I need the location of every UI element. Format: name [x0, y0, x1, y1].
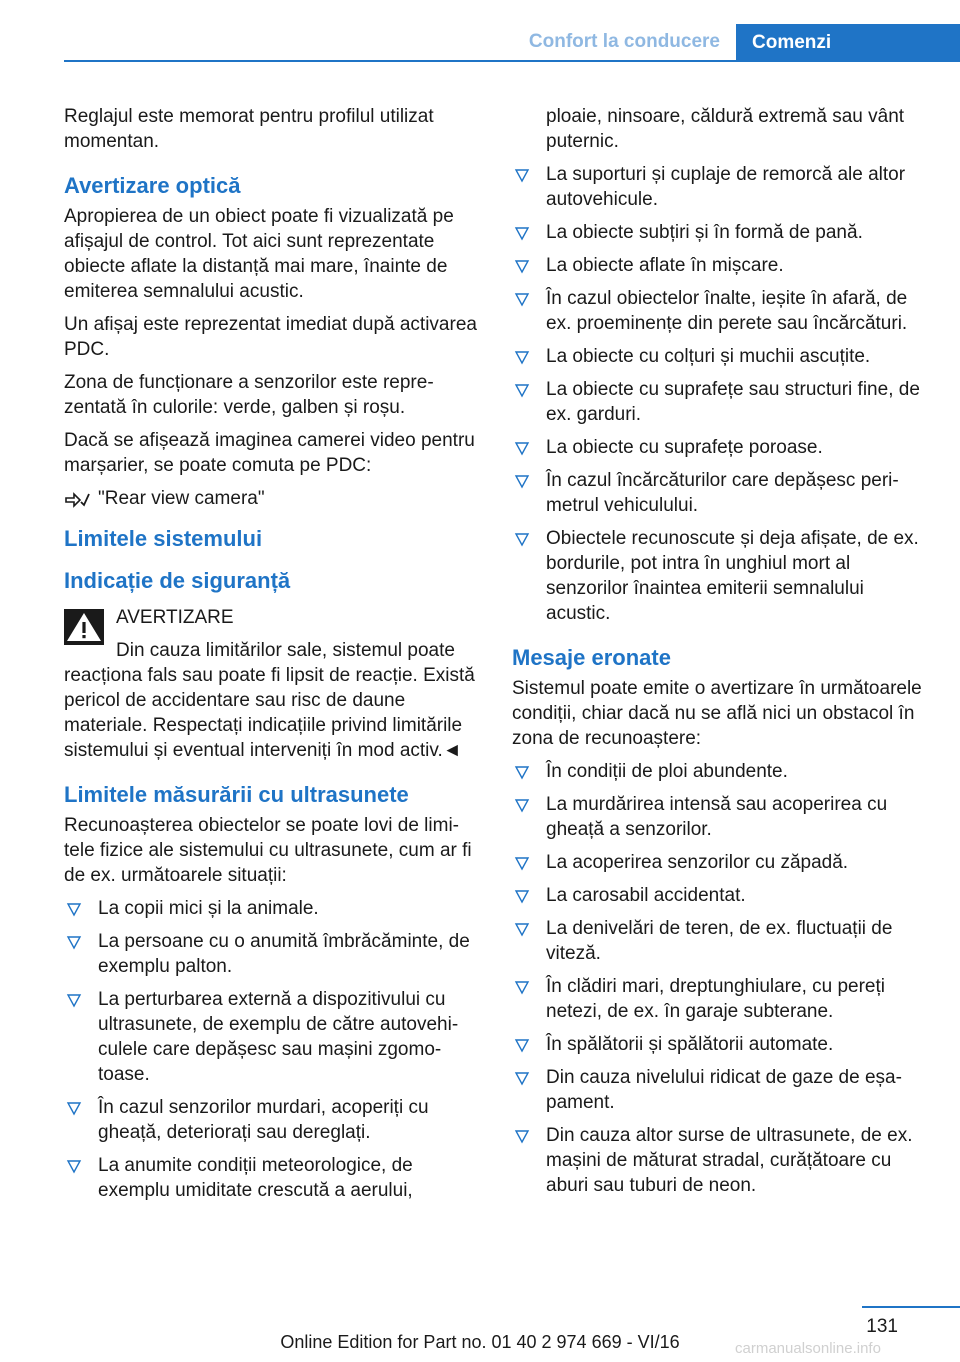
list-item: [512, 344, 932, 369]
list-item-text: La murdărirea intensă sau acoperirea cu gheață a senzorilor.: [546, 794, 888, 840]
list-item: [512, 883, 932, 908]
warning-block: [64, 605, 480, 663]
list-item-text: La obiecte subțiri și în formă de pană.: [546, 222, 863, 243]
page-number: 131: [866, 1316, 898, 1337]
bullet-triangle-icon: [66, 929, 82, 954]
warning-text-rest: reacționa fals sau poate fi lipsit de reacție. Există pericol de accidentare sau risc de daune materiale. Respectați indicațiile privind limitările sistemului și eventual interveniți în mod activ.◄: [64, 665, 475, 761]
header-section-tab: Confort la conducere: [528, 31, 720, 52]
bullet-triangle-icon: [514, 916, 530, 941]
list-item: [512, 1065, 932, 1115]
watermark: carmanualsonline.info: [735, 1340, 881, 1357]
bullet-triangle-icon: [514, 435, 530, 460]
list-item-text: La obiecte cu colțuri și muchii ascuțite.: [546, 346, 871, 367]
bullet-triangle-icon: [514, 1032, 530, 1057]
footer-rule: [862, 1306, 960, 1308]
list-item: [64, 896, 480, 921]
list-item: [512, 1123, 932, 1198]
list-item-text: La persoane cu o anumită îmbrăcăminte, de exemplu palton.: [98, 931, 470, 977]
list-item-text: La obiecte cu suprafețe sau structuri fine, de ex. garduri.: [546, 379, 920, 425]
list-item-text: În cazul obiectelor înalte, ieșite în afară, de ex. proeminențe din perete sau încărcături.: [546, 288, 908, 334]
list-item: [512, 759, 932, 784]
list-item: [64, 929, 480, 979]
list-item-text: La copii mici și la animale.: [98, 898, 319, 919]
list-item: [512, 220, 932, 245]
bullet-triangle-icon: [514, 468, 530, 493]
bullet-triangle-icon: [514, 1123, 530, 1148]
bullet-triangle-icon: [66, 896, 82, 921]
bullet-triangle-icon: [514, 850, 530, 875]
ultrasound-limits-heading: Limitele măsurării cu ultrasunete: [64, 782, 409, 807]
list-item-text: La obiecte cu suprafețe poroase.: [546, 437, 823, 458]
warning-title: AVERTIZARE: [116, 607, 234, 628]
list-item-text: În cazul senzorilor murdari, acoperiți cu gheață, deteriorați sau dereglați.: [98, 1097, 429, 1143]
camera-menu-line: [64, 486, 480, 511]
camera-menu-label: "Rear view camera": [98, 488, 265, 509]
header-rule: [64, 60, 960, 62]
rear-camera-icon: [64, 490, 90, 510]
bullet-triangle-icon: [514, 220, 530, 245]
bullet-triangle-icon: [66, 1153, 82, 1178]
bullet-triangle-icon: [514, 883, 530, 908]
ultrasound-paragraph: Recunoașterea obiectelor se poate lovi de limitele fizice ale sistemului cu ultrasunete, cum ar fi de ex. următoarele situații:: [64, 815, 472, 886]
footer-edition: Online Edition for Part no. 01 40 2 974 669 - VI/16: [280, 1332, 680, 1352]
error-list: [512, 759, 932, 1198]
list-item: [512, 916, 932, 966]
list-item: [512, 792, 932, 842]
list-item-text: La carosabil accidentat.: [546, 885, 746, 906]
optic-paragraph-4: Dacă se afișează imaginea camerei video pentru marșarier, se poate comuta pe PDC:: [64, 430, 475, 476]
bullet-triangle-icon: [514, 162, 530, 187]
warning-triangle-icon: [64, 609, 104, 645]
list-item: [512, 377, 932, 427]
list-item-text: Din cauza altor surse de ultrasunete, de ex. mașini de măturat stradal, curățătoare cu aburi sau tuburi de neon.: [546, 1125, 913, 1196]
header-chapter-tab: Comenzi: [736, 24, 960, 61]
right-column: [512, 104, 932, 1206]
list-item-text: La anumite condiții meteorologice, de exemplu umiditate crescută a aerului,: [98, 1155, 413, 1201]
bullet-triangle-icon: [514, 792, 530, 817]
warning-text-first: Din cauza limitărilor sale, sistemul poate: [116, 640, 455, 661]
bullet-triangle-icon: [66, 987, 82, 1012]
list-item: [512, 286, 932, 336]
bullet-triangle-icon: [514, 344, 530, 369]
list-item-text: În cazul încărcăturilor care depășesc perimetrul vehiculului.: [546, 470, 899, 516]
system-limits-heading: Limitele sistemului: [64, 526, 263, 551]
list-item-text: La acoperirea senzorilor cu zăpadă.: [546, 852, 849, 873]
list-item-text: În condiții de ploi abundente.: [546, 761, 788, 782]
list-item-text: La perturbarea externă a dispozitivului cu ultrasunete, de exemplu de către autovehiculele care depășesc sau mașini zgomotoase.: [98, 989, 459, 1085]
list-item-text: În clădiri mari, dreptunghiulare, cu pereți netezi, de ex. în garaje subterane.: [546, 976, 886, 1022]
bullet-triangle-icon: [514, 974, 530, 999]
list-item-text: La obiecte aflate în mișcare.: [546, 255, 784, 276]
list-item: [512, 253, 932, 278]
list-item-text: Din cauza nivelului ridicat de gaze de eșapament.: [546, 1067, 902, 1113]
list-item: [512, 1032, 932, 1057]
bullet-triangle-icon: [514, 377, 530, 402]
left-column: [64, 104, 480, 1211]
intro-paragraph: Reglajul este memorat pentru profilul utilizat momentan.: [64, 106, 434, 152]
list-item-text: Obiectele recunoscute și deja afișate, de ex. bordurile, pot intra în unghiul mort al senzorilor înaintea emiterii semnalului acustic.: [546, 528, 919, 624]
continuation-paragraph: ploaie, ninsoare, căldură extremă sau vânt puternic.: [546, 106, 905, 152]
error-messages-paragraph: Sistemul poate emite o avertizare în următoarele condiții, chiar dacă nu se află nici un obstacol în zona de recunoaștere:: [512, 678, 922, 749]
optic-warning-heading: Avertizare optică: [64, 173, 241, 198]
list-item-text: În spălătorii și spălătorii automate.: [546, 1034, 834, 1055]
error-messages-heading: Mesaje eronate: [512, 645, 671, 670]
optic-paragraph-2: Un afișaj este reprezentat imediat după activarea PDC.: [64, 314, 477, 360]
list-item: [512, 162, 932, 212]
bullet-triangle-icon: [514, 759, 530, 784]
list-item: [512, 435, 932, 460]
limits-list: [512, 162, 932, 626]
bullet-triangle-icon: [514, 253, 530, 278]
list-item: [512, 468, 932, 518]
ultrasound-list: [64, 896, 480, 1203]
list-item: [64, 1095, 480, 1145]
safety-note-heading: Indicație de siguranță: [64, 568, 291, 593]
list-item: [512, 526, 932, 626]
optic-paragraph-1: Apropierea de un obiect poate fi vizualizată pe afișajul de control. Tot aici sunt reprezentate obiecte aflate la distanță mai mare, înainte de emiterea semnalului acustic.: [64, 206, 454, 302]
bullet-triangle-icon: [66, 1095, 82, 1120]
list-item: [512, 850, 932, 875]
bullet-triangle-icon: [514, 286, 530, 311]
list-item: [512, 974, 932, 1024]
bullet-triangle-icon: [514, 1065, 530, 1090]
list-item-text: La suporturi și cuplaje de remorcă ale altor autovehicule.: [546, 164, 906, 210]
optic-paragraph-3: Zona de funcționare a senzorilor este reprezentată în culorile: verde, galben și roșu.: [64, 372, 434, 418]
bullet-triangle-icon: [514, 526, 530, 551]
list-item: [64, 987, 480, 1087]
list-item: [64, 1153, 480, 1203]
list-item-text: La denivelări de teren, de ex. fluctuații de viteză.: [546, 918, 893, 964]
